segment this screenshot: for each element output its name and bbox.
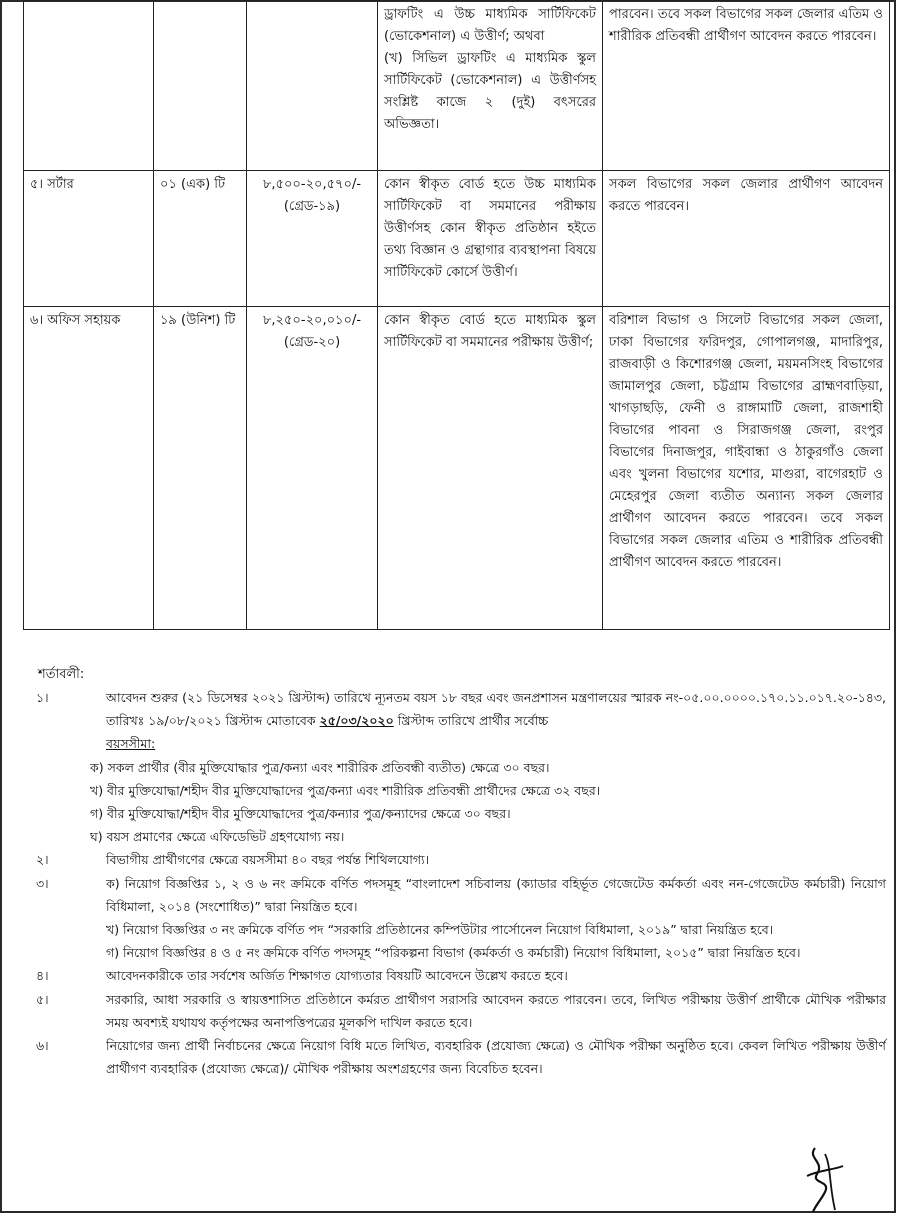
condition-number: ৪।	[36, 968, 49, 984]
eligibility-cell: পারবেন। তবে সকল বিভাগের সকল জেলার এতিম ও শারীরিক প্রতিবন্ধী প্রার্থীগণ আবেদন করতে পারবেন।	[603, 1, 890, 171]
condition-number: ৬।	[36, 1038, 49, 1054]
post-name-cell: ৬। অফিস সহায়ক	[24, 307, 154, 630]
age-limit-item: গ) বীর মুক্তিযোদ্ধা/শহীদ বীর মুক্তিযোদ্ধাদের পুত্র/কন্যার পুত্র/কন্যাদের ক্ষেত্রে ৩০ বছর।	[90, 806, 511, 822]
eligibility-cell: বরিশাল বিভাগ ও সিলেট বিভাগের সকল জেলা, ঢাকা বিভাগের ফরিদপুর, গোপালগঞ্জ, মাদারিপুর, রাজবাড়ী ও কিশোরগঞ্জ জেলা, ময়মনসিংহ বিভাগের জামালপুর জেলা, চট্টগ্রাম বিভাগের ব্রাহ্মণবাড়িয়া, খাগড়াছড়ি, ফেনী ও রাঙ্গামাটি জেলা, রাজশাহী বিভাগের পাবনা ও সিরাজগঞ্জ জেলা, রংপুর বিভাগের দিনাজপুর, গাইবান্ধা ও ঠাকুরগাঁও জেলা এবং খুলনা বিভাগের যশোর, মাগুরা, বাগেরহাট ও মেহেরপুর জেলা ব্যতীত অন্যান্য সকল জেলার প্রার্থীগণ আবেদন করতে পারবেন। তবে সকল বিভাগের সকল জেলার এতিম ও শারীরিক প্রতিবন্ধী প্রার্থীগণ আবেদন করতে পারবেন।	[603, 307, 890, 630]
condition-text: সরকারি, আধা সরকারি ও স্বায়ত্তশাসিত প্রতিষ্ঠানে কর্মরত প্রার্থীগণ সরাসরি আবেদন করতে পারবেন। তবে, লিখিত পরীক্ষায় উত্তীর্ণ প্রার্থীকে মৌখিক পরীক্ষার সময় অবশ্যই যথাযথ কর্তৃপক্ষের অনাপত্তিপত্রের মূলকপি দাখিল করতে হবে।	[106, 991, 886, 1030]
pay-scale-cell	[247, 307, 378, 630]
pay-scale-cell	[247, 171, 378, 307]
condition-text: নিয়োগের জন্য প্রার্থী নির্বাচনের ক্ষেত্রে নিয়োগ বিধি মতে লিখিত, ব্যবহারিক (প্রযোজ্য ক্ষেত্রে) ও মৌখিক পরীক্ষা অনুষ্ঠিত হবে। কেবল লিখিত পরীক্ষায় উত্তীর্ণ প্রার্থীগণ ব্যবহারিক (প্রযোজ্য ক্ষেত্রে)/ মৌখিক পরীক্ষায় অংশগ্রহণের জন্য বিবেচিত হবেন।	[106, 1038, 886, 1077]
conditions-list	[28, 686, 886, 1080]
condition-text: আবেদন শুরুর (২১ ডিসেম্বর ২০২১ খ্রিস্টাব্দ) তারিখে ন্যূনতম বয়স ১৮ বছর এবং জনপ্রশাসন মন্ত্রণালয়ের স্মারক নং-০৫.০০.০০০০.১৭০.১১.০১৭.২০-১৪৩, তারিখঃ ১৯/০৮/২০২১ খ্রিস্টাব্দ মোতাবেক	[106, 690, 886, 729]
pay-grade: (গ্রেড-১৯)	[283, 199, 341, 214]
condition-number: ৫।	[36, 991, 49, 1007]
post-name-cell: ৫। সর্টার	[24, 171, 154, 307]
condition-text: খ) নিয়োগ বিজ্ঞপ্তির ৩ নং ক্রমিকে বর্ণিত পদ “সরকারি প্রতিষ্ঠানের কম্পিউটার পার্সোনেল নিয়োগ বিধিমালা, ২০১৯” দ্বারা নিয়ন্ত্রিত হবে।	[106, 922, 774, 938]
condition-number: ২।	[36, 852, 49, 868]
qualification-cell	[378, 1, 603, 171]
condition-item	[28, 848, 886, 871]
qualification-cell: কোন স্বীকৃত বোর্ড হতে মাধ্যমিক স্কুল সার্টিফিকেট বা সমমানের পরীক্ষায় উত্তীর্ণ;	[378, 307, 603, 630]
pay-grade: (গ্রেড-২০)	[283, 335, 341, 350]
age-limit-label: বয়সসীমা:	[106, 736, 156, 752]
post-count-cell: ১৯ (উনিশ) টি	[154, 307, 247, 630]
age-limit-item: ঘ) বয়স প্রমাণের ক্ষেত্রে এফিডেভিট গ্রহণযোগ্য নয়।	[90, 829, 345, 845]
qualification-text: ড্রাফটিং এ উচ্চ মাধ্যমিক সার্টিফিকেট (ভোকেশনাল) এ উত্তীর্ণ; অথবা	[384, 7, 596, 44]
condition-item	[28, 1034, 886, 1080]
eligibility-cell: সকল বিভাগের সকল জেলার প্রার্থীগণ আবেদন করতে পারবেন।	[603, 171, 890, 307]
cutoff-date: ২৫/০৩/২০২০	[319, 713, 394, 729]
pay-scale-cell	[247, 1, 378, 171]
age-limit-item: খ) বীর মুক্তিযোদ্ধা/শহীদ বীর মুক্তিযোদ্ধাদের পুত্র/কন্যা এবং শারীরিক প্রতিবন্ধী প্রার্থীদের ক্ষেত্রে ৩২ বছর।	[90, 782, 601, 798]
post-count-cell: ০১ (এক) টি	[154, 171, 247, 307]
posts-table	[23, 0, 890, 630]
condition-number: ৩।	[36, 875, 49, 891]
condition-text: গ) নিয়োগ বিজ্ঞপ্তির ৪ ও ৫ নং ক্রমিকে বর্ণিত পদসমূহ “পরিকল্পনা বিভাগ (কর্মকর্তা ও কর্মচারী) নিয়োগ বিধিমালা, ২০১৫” দ্বারা নিয়ন্ত্রিত হবে।	[106, 945, 801, 961]
condition-item	[28, 964, 886, 987]
signature-mark	[785, 1140, 865, 1215]
condition-item	[28, 686, 886, 756]
conditions-title: শর্তাবলী:	[38, 667, 85, 682]
table-row	[24, 1, 890, 171]
condition-text: বিভাগীয় প্রার্থীগণের ক্ষেত্রে বয়সসীমা ৪০ বছর পর্যন্ত শিথিলযোগ্য।	[106, 852, 430, 868]
condition-text: খ্রিস্টাব্দ তারিখে প্রার্থীর সর্বোচ্চ	[393, 713, 549, 729]
condition-number: ১।	[36, 690, 49, 705]
age-limit-item: ক) সকল প্রার্থীর (বীর মুক্তিযোদ্ধার পুত্র/কন্যা এবং শারীরিক প্রতিবন্ধী ব্যতীত) ক্ষেত্রে ৩০ বছর।	[90, 759, 550, 775]
pay-scale: ৮,২৫০-২০,০১০/-	[262, 313, 362, 328]
condition-text: ক) নিয়োগ বিজ্ঞপ্তির ১, ২ ও ৬ নং ক্রমিকে বর্ণিত পদসমূহ “বাংলাদেশ সচিবালয় (ক্যাডার বহির্ভূত গেজেটেড কর্মকর্তা এবং নন-গেজেটেড কর্মচারী) নিয়োগ বিধিমালা, ২০১৪ (সংশোধিত)” দ্বারা নিয়ন্ত্রিত হবে।	[106, 875, 886, 914]
table-row	[24, 307, 890, 630]
post-name-cell	[24, 1, 154, 171]
condition-text: আবেদনকারীকে তার সর্বশেষ অর্জিত শিক্ষাগত যোগ্যতার বিষয়টি আবেদনে উল্লেখ করতে হবে।	[106, 968, 568, 984]
qualification-text: (খ) সিভিল ড্রাফটিং এ মাধ্যমিক স্কুল সার্টিফিকেট (ভোকেশনাল) এ উত্তীর্ণসহ সংশ্লিষ্ট কাজে ২ (দুই) বৎসরের অভিজ্ঞতা।	[384, 51, 596, 132]
table-row	[24, 171, 890, 307]
condition-item	[28, 872, 886, 965]
pay-scale: ৮,৫০০-২০,৫৭০/-	[262, 177, 362, 192]
post-count-cell	[154, 1, 247, 171]
qualification-cell: কোন স্বীকৃত বোর্ড হতে উচ্চ মাধ্যমিক সার্টিফিকেট বা সমমানের পরীক্ষায় উত্তীর্ণসহ কোন স্বীকৃত প্রতিষ্ঠান হইতে তথ্য বিজ্ঞান ও গ্রন্থাগার ব্যবস্থাপনা বিষয়ে সার্টিফিকেট কোর্সে উত্তীর্ণ।	[378, 171, 603, 307]
condition-item	[28, 988, 886, 1034]
